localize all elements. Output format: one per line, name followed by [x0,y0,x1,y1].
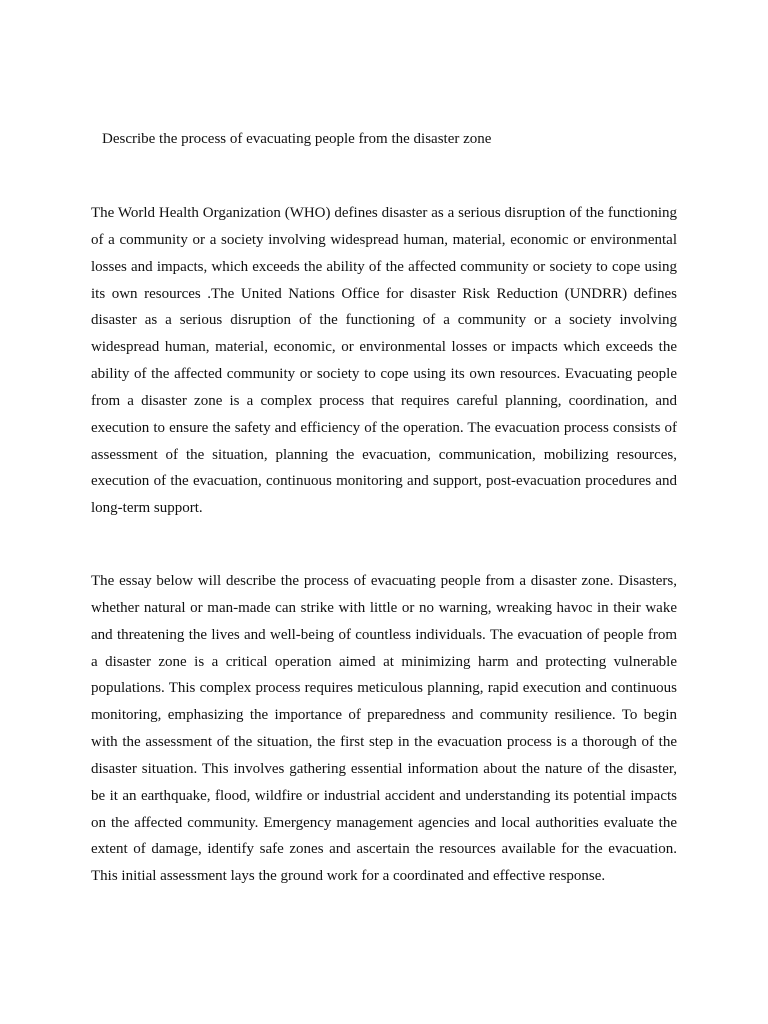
document-title: Describe the process of evacuating people from the disaster zone [102,131,492,147]
body-paragraph-1: The World Health Organization (WHO) defines disaster as a serious disruption of the functioning of a community or a society involving widespread human, material, economic or environmental losses and impacts, which exceeds the ability of the affected community or society to cope using its own resources .The United Nations Office for disaster Risk Reduction (UNDRR) defines disaster as a serious disruption of the functioning of a community or a society involving widespread human, material, economic, or environmental losses or impacts which exceeds the ability of the affected community or society to cope using its own resources. Evacuating people from a disaster zone is a complex process that requires careful planning, coordination, and execution to ensure the safety and efficiency of the operation. The evacuation process consists of assessment of the situation, planning the evacuation, communication, mobilizing resources, execution of the evacuation, continuous monitoring and support, post-evacuation procedures and long-term support. [91,205,677,517]
body-paragraph-2: The essay below will describe the process of evacuating people from a disaster zone. Disasters, whether natural or man-made can strike with little or no warning, wreaking havoc in their wake and threatening the lives and well-being of countless individuals. The evacuation of people from a disaster zone is a critical operation aimed at minimizing harm and protecting vulnerable populations. This complex process requires meticulous planning, rapid execution and continuous monitoring, emphasizing the importance of preparedness and community resilience. To begin with the assessment of the situation, the first step in the evacuation process is a thorough of the disaster situation. This involves gathering essential information about the nature of the disaster, be it an earthquake, flood, wildfire or industrial accident and understanding its potential impacts on the affected community. Emergency management agencies and local authorities evaluate the extent of damage, identify safe zones and ascertain the resources available for the evacuation. This initial assessment lays the ground work for a coordinated and effective response. [91,573,677,885]
